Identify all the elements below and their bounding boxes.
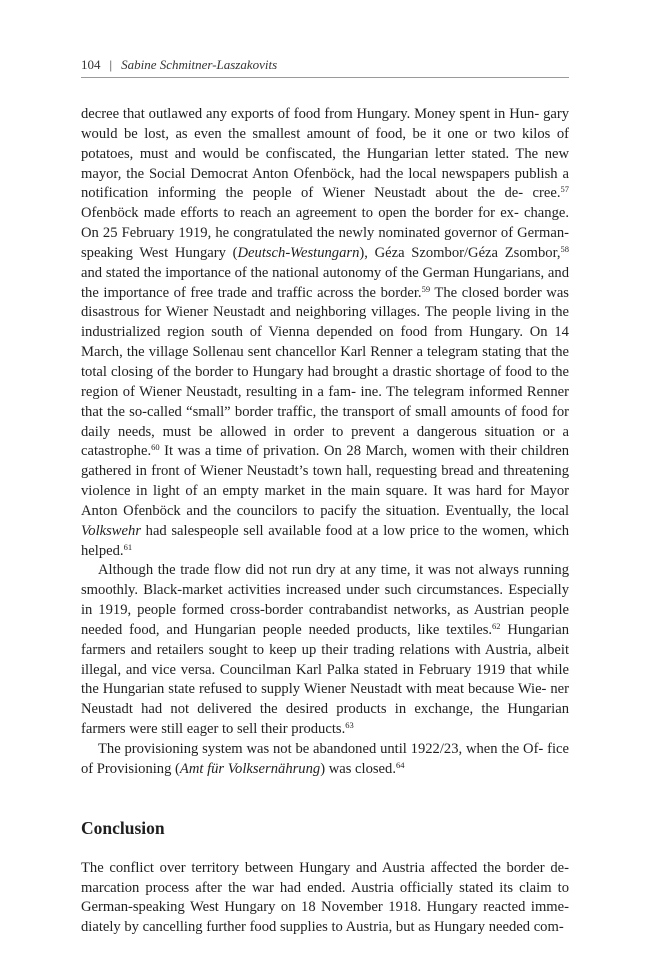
footnote-ref: 63 — [345, 720, 354, 731]
text-line: 28 March, women with their children gathered in front of Wiener Neustadt’s — [81, 443, 569, 480]
footnote-ref: 59 — [421, 283, 431, 294]
italic-term: Amt für Volksernährung — [179, 760, 321, 777]
text-line: Although the trade flow did not run dry at any time, it was not always running — [98, 562, 569, 579]
text-line: gary would be lost, as even the smallest amount of food, be it one or two kilos — [81, 106, 569, 142]
text-line: people living in the industrialized region south of Vienna depended on food — [81, 304, 569, 341]
footnote-ref: 58 — [560, 243, 569, 254]
text-line: publish a notification informing the people of Wiener Neustadt about the de- — [81, 165, 569, 202]
text-line: and stated the importance of the national autonomy of the German — [81, 264, 470, 281]
text-line: prevent a dangerous situation or a catastrophe. — [81, 423, 570, 460]
text-line: marcation process after the war had ended. Austria officially stated its claim to — [81, 879, 569, 896]
header-rule — [81, 77, 569, 78]
text-line: in 1919, people formed cross-border contrabandist networks, as Austrian people — [81, 602, 569, 619]
section-heading: Conclusion — [81, 817, 165, 838]
text-line: the Hungarian state refused to supply Wiener Neustadt with meat because Wie- — [81, 681, 547, 698]
text-line: from Hungary. On 14 March, the village Sollenau sent chancellor Karl Renner — [81, 324, 569, 361]
text-line: town hall, requesting bread and threatening violence in light of an empty market — [81, 463, 569, 500]
text-line: Zsombor, — [504, 244, 561, 261]
text-line: a drastic shortage of food to the region of Wiener Neustadt, resulting in a fam- — [81, 363, 570, 400]
text-line: had salespeople sell available — [141, 522, 321, 539]
text-line: smoothly. Black-market activities increased under such circumstances. Especially — [81, 582, 569, 599]
text-line: decree that outlawed any exports of food from Hungary. Money spent in Hun- — [81, 106, 540, 122]
text-line: ), Géza Szombor/Géza — [359, 244, 499, 261]
running-author: Sabine Schmitner-Laszakovits — [121, 57, 278, 72]
paragraph-trade-flow — [81, 561, 569, 740]
page-number: 104 — [81, 57, 101, 72]
text-line: of potatoes, must and would be confiscated, the Hungarian letter stated. The — [81, 125, 569, 162]
text-line: a telegram stating that the total closing of the border to Hungary had brought — [81, 344, 569, 380]
text-line: farmers and retailers sought to keep up their trading relations with Austria, albeit — [81, 641, 569, 658]
text-line: change. On 25 February 1919, he congratulated the newly nominated governor — [81, 205, 569, 242]
text-line: The conflict over territory between Hungary and Austria affected the border de- — [81, 859, 569, 876]
text-line: fice of Provisioning ( — [81, 741, 569, 777]
text-line: illegal, and vice versa. Councilman Karl Palka stated in February 1919 that while — [81, 661, 569, 678]
text-line: transport of small amounts of food for daily needs, must be allowed in order to — [81, 403, 570, 440]
text-line: Hungarians, and the importance of free trade and traffic across the border. — [81, 264, 569, 301]
text-line: diately by cancelling further food supplies to Austria, but as Hungary needed com- — [81, 919, 564, 936]
text-line: of German-speaking West Hungary ( — [81, 225, 570, 261]
italic-term: Deutsch-Westungarn — [237, 244, 360, 261]
text-line: farmers were still eager to sell their products. — [81, 721, 346, 738]
footnote-ref: 64 — [395, 759, 405, 770]
text-line: ner Neustadt had not delivered the desired products in exchange, the Hungarian — [81, 681, 569, 718]
italic-term: Volkswehr — [81, 522, 141, 539]
text-line: food at a low price to the women, which helped. — [81, 522, 569, 559]
text-line: It was a time of privation. On — [159, 443, 342, 460]
footnote-ref: 62 — [492, 620, 501, 631]
text-line: ) was closed. — [320, 760, 396, 777]
text-line: cree. — [532, 185, 561, 202]
running-header — [81, 57, 569, 73]
text-line: Hungarian — [500, 621, 569, 638]
text-line: German-speaking West Hungary on 18 November 1918. Hungary reacted imme- — [81, 899, 569, 916]
footnote-ref: 60 — [151, 442, 160, 453]
text-line: ine. The telegram informed Renner that the so-called “small” border traffic, the — [81, 383, 570, 420]
paragraph-decree — [81, 105, 569, 561]
text-line: closed border was disastrous for Wiener Neustadt and neighboring villages. The — [81, 284, 569, 321]
body-text — [81, 105, 569, 938]
footnote-ref: 57 — [560, 184, 569, 195]
text-line: in the main square. It was hard for Mayor Anton Ofenböck and the councilors to — [81, 483, 570, 519]
text-line: pacify the situation. Eventually, the local — [320, 502, 570, 519]
header-separator: | — [109, 57, 113, 72]
text-line: The provisioning system was not be abandoned until 1922/23, when the Of- — [98, 741, 544, 757]
footnote-ref: 61 — [123, 541, 133, 552]
text-line: Ofenböck made efforts to reach an agreement to open the border for ex- — [81, 205, 519, 222]
text-line: needed food, and Hungarian people needed products, like textiles. — [81, 621, 493, 638]
text-line: new mayor, the Social Democrat Anton Ofenböck, had the local newspapers — [81, 145, 570, 182]
paragraph-provisioning — [81, 740, 569, 780]
text-line: The — [430, 284, 458, 301]
paragraph-conclusion — [81, 859, 569, 938]
